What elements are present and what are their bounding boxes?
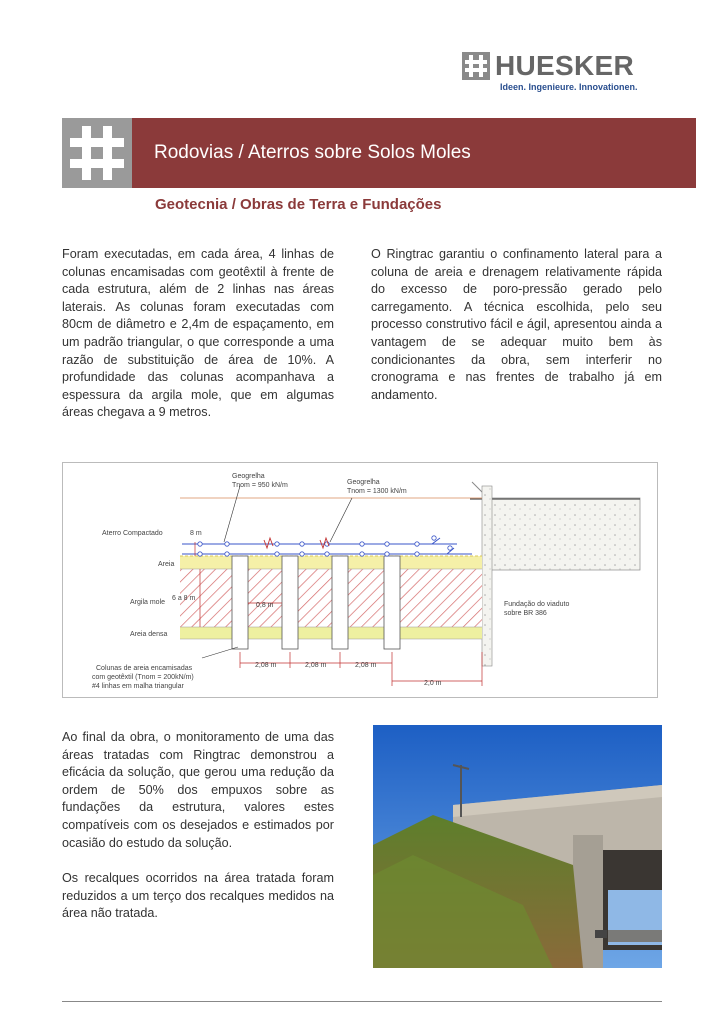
body-text-left: Foram executadas, em cada área, 4 linhas de colunas encamisadas com geotêxtil à frente de cada estrutura, além de 2 linhas nas áreas laterais. As colunas foram executadas com 80cm de diâmetro e 2,4m de espaçamento, em um padrão triangular, o que corresponde a uma razão de substituição de área de 10%. A profundidade das colunas acompanhava a espessura da argila mole, que em algumas áreas chegava a 9 metros.: [62, 247, 334, 420]
body-text-right: O Ringtrac garantiu o confinamento lateral para a coluna de areia e drenagem relativamente rápida do excesso de poro-pressão gerado pelo carregamento. A técnica escolhida, pelo seu processo construtivo fácil e ágil, apresentou ainda a vantagem de se adequar muito bem às condicionantes da obra, sem interferir no cronograma e nas frentes de trabalho já em andamento.: [371, 247, 662, 402]
paragraph: Os recalques ocorridos na área tratada foram reduzidos a um terço dos recalques medidos na área não tratada.: [62, 871, 334, 921]
foundation-label-1: Fundação do viaduto: [504, 601, 570, 608]
viaduct-photo: [373, 725, 662, 968]
spacing-3-label: 2,08 m: [355, 662, 377, 669]
brand-tagline: Ideen. Ingenieure. Innovationen.: [500, 82, 638, 92]
foundation-label-2: sobre BR 386: [504, 610, 547, 617]
fill-height-label: 8 m: [190, 530, 202, 537]
geogrid-1-title: Geogrelha: [232, 473, 265, 480]
layer-sand-label: Areia: [158, 561, 175, 568]
footer-divider: [62, 1001, 662, 1002]
body-text-bottom: [62, 729, 334, 941]
paragraph: Ao final da obra, o monitoramento de uma das áreas tratadas com Ringtrac demonstrou a eficácia da solução, que gerou uma redução da ordem de 50% dos empuxos sobre as fundações da estrutura, valores estes compatíveis com os desejados e estimados por ocasião do estudo da solução.: [62, 730, 334, 850]
title-hash-icon: [62, 118, 132, 188]
title-bar: [132, 118, 696, 188]
brand-name: HUESKER: [495, 50, 635, 81]
geogrid-2-title: Geogrelha: [347, 479, 380, 486]
columns-note-3: #4 linhas em malha triangular: [92, 683, 184, 690]
column-diameter-label: 0,8 m: [256, 602, 274, 609]
page-title: Rodovias / Aterros sobre Solos Moles: [154, 142, 471, 163]
clay-thickness-label: 6 a 8 m: [172, 595, 196, 602]
geogrid-2-value: Tnom = 1300 kN/m: [347, 488, 407, 495]
hash-logo-icon: [462, 52, 490, 80]
layer-clay-label: Argila mole: [130, 599, 166, 606]
layer-fill-label: Aterro Compactado: [102, 530, 163, 537]
offset-label: 2,0 m: [424, 680, 442, 687]
spacing-1-label: 2,08 m: [255, 662, 277, 669]
huesker-logo: [462, 52, 652, 92]
spacing-2-label: 2,08 m: [305, 662, 327, 669]
layer-dense-sand-label: Areia densa: [130, 631, 168, 638]
cross-section-diagram: [62, 462, 658, 698]
geogrid-1-value: Tnom = 950 kN/m: [232, 482, 288, 489]
columns-note-2: com geotêxtil (Tnom = 200kN/m): [92, 674, 194, 681]
columns-note-1: Colunas de areia encamisadas: [96, 665, 193, 672]
page-subtitle: Geotecnia / Obras de Terra e Fundações: [155, 196, 442, 213]
